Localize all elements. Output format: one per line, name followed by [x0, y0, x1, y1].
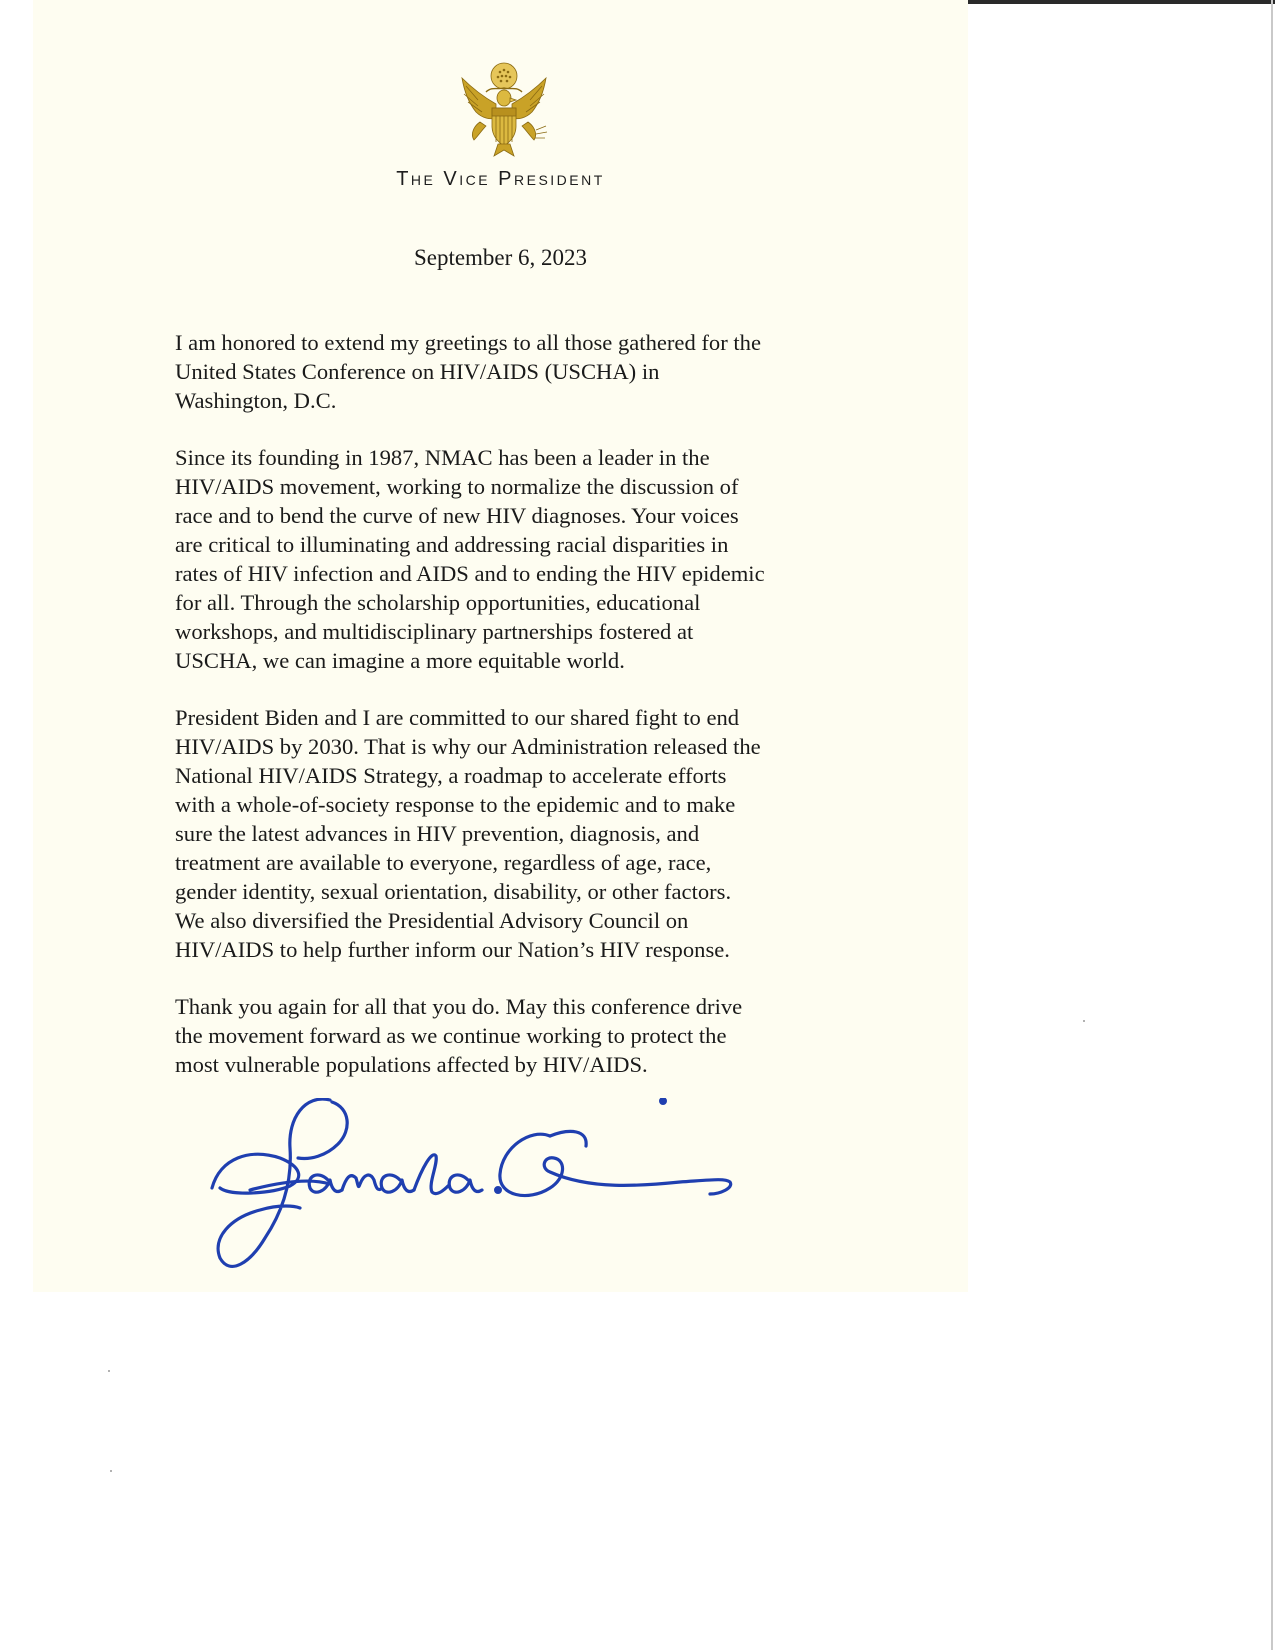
great-seal-eagle-icon — [452, 56, 556, 160]
scan-edge — [968, 0, 1275, 4]
scan-edge-line — [1271, 0, 1273, 1650]
paragraph-nmac: Since its founding in 1987, NMAC has been a leader in the HIV/AIDS movement, working to normalize the discussion of race and to bend the curve of new HIV diagnoses. Your voices are critical to illuminating and addressing racial disparities in rates of HIV infection and AIDS and to ending the HIV epidemic for all. Through the scholarship opportunities, educational workshops, and multidisciplinary partnerships fostered at USCHA, we can imagine a more equitable world. — [175, 445, 765, 673]
letterhead-title: The Vice President — [396, 168, 605, 190]
letter-body — [175, 328, 855, 1107]
handwritten-signature-icon — [210, 1098, 780, 1278]
scan-speck — [1083, 1020, 1085, 1022]
scan-speck — [110, 1470, 112, 1472]
paragraph-closing: Thank you again for all that you do. May this conference drive the movement forward as we continue working to protect the most vulnerable populations affected by HIV/AIDS. — [175, 994, 743, 1077]
scan-speck — [108, 1370, 110, 1372]
paragraph-greeting: I am honored to extend my greetings to all those gathered for the United States Conference on HIV/AIDS (USCHA) in Washington, D.C. — [175, 330, 762, 413]
paragraph-strategy: President Biden and I are committed to our shared fight to end HIV/AIDS by 2030. That is why our Administration released the National HIV/AIDS Strategy, a roadmap to accelerate efforts with a whole-of-society response to the epidemic and to make sure the latest advances in HIV prevention, diagnosis, and treatment are available to everyone, regardless of age, race, gender identity, sexual orientation, disability, or other factors. We also diversified the Presidential Advisory Council on HIV/AIDS to help further inform our Nation’s HIV response. — [175, 705, 761, 962]
letter-date: September 6, 2023 — [413, 245, 588, 270]
